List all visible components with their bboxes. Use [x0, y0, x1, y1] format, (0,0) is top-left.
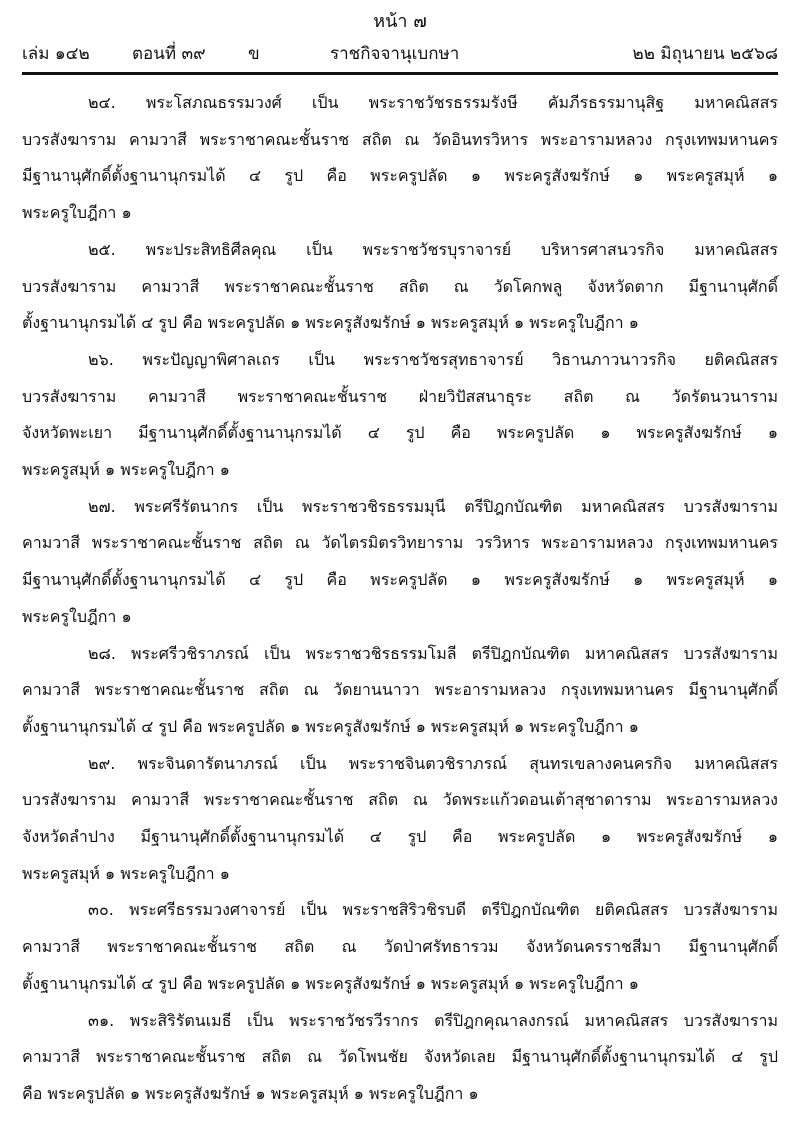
publication-title: ราชกิจจานุเบกษา	[330, 44, 460, 64]
section-number: ตอนที่ ๓๙	[132, 44, 206, 64]
text-line: มีฐานานุศักดิ์ตั้งฐานานุกรมได้ ๔ รูป คือ พระครูปลัด ๑ พระครูสังฆรักษ์ ๑ พระครูสมุห์ ๑	[22, 570, 778, 590]
text-line: คามวาสี พระราชาคณะชั้นราช สถิต ณ วัดป่าศรัทธารวม จังหวัดนครราชสีมา มีฐานานุศักดิ์	[22, 937, 778, 957]
volume: เล่ม ๑๔๒	[22, 44, 90, 64]
appointment-paragraph	[22, 85, 778, 232]
text-line: บวรสังฆาราม คามวาสี พระราชาคณะชั้นราช ฝ่ายวิปัสสนาธุระ สถิต ณ วัดรัตนวนาราม	[22, 386, 778, 406]
text-line: บวรสังฆาราม คามวาสี พระราชาคณะชั้นราช สถิต ณ วัดพระแก้วดอนเต้าสุชาดาราม พระอารามหลวง	[22, 790, 778, 810]
appointment-paragraph	[22, 636, 778, 746]
text-line: พระครูใบฎีกา ๑	[22, 203, 132, 223]
text-line: มีฐานานุศักดิ์ตั้งฐานานุกรมได้ ๔ รูป คือ พระครูปลัด ๑ พระครูสังฆรักษ์ ๑ พระครูสมุห์ ๑	[22, 166, 778, 186]
text-line: ๒๙. พระจินดารัตนาภรณ์ เป็น พระราชจินตวชิราภรณ์ สุนทรเขลางคนครกิจ มหาคณิสสร	[88, 753, 778, 773]
document-body	[22, 85, 778, 1113]
text-line: คือ พระครูปลัด ๑ พระครูสังฆรักษ์ ๑ พระครูสมุห์ ๑ พระครูใบฎีกา ๑	[22, 1083, 479, 1103]
text-line: ๓๐. พระศรีธรรมวงศาจารย์ เป็น พระราชสิริวชิรบดี ตรีปิฎกบัณฑิต ยติคณิสสร บวรสังฆาราม	[88, 900, 778, 920]
section-part: ข	[248, 44, 260, 64]
text-line: บวรสังฆาราม คามวาสี พระราชาคณะชั้นราช สถิต ณ วัดอินทรวิหาร พระอารามหลวง กรุงเทพมหานคร	[22, 129, 778, 149]
text-line: ๒๘. พระศรีวชิราภรณ์ เป็น พระราชวชิรธรรมโมลี ตรีปิฎกบัณฑิต มหาคณิสสร บวรสังฆาราม	[88, 643, 778, 663]
text-line: ๓๑. พระสิริรัตนเมธี เป็น พระราชวัชรวีรากร ตรีปิฎกคุณาลงกรณ์ มหาคณิสสร บวรสังฆาราม	[88, 1010, 778, 1030]
text-line: ๒๔. พระโสภณธรรมวงศ์ เป็น พระราชวัชรธรรมรังษี คัมภีรธรรมานุสิฐ มหาคณิสสร	[88, 93, 778, 112]
appointment-paragraph	[22, 489, 778, 636]
header-rule	[22, 72, 778, 75]
text-line: คามวาสี พระราชาคณะชั้นราช สถิต ณ วัดยานนาวา พระอารามหลวง กรุงเทพมหานคร มีฐานานุศักดิ์	[22, 680, 778, 700]
appointment-paragraph	[22, 342, 778, 489]
page-number: หน้า ๗	[373, 11, 427, 32]
text-line: ตั้งฐานานุกรมได้ ๔ รูป คือ พระครูปลัด ๑ พระครูสังฆรักษ์ ๑ พระครูสมุห์ ๑ พระครูใบฎีกา ๑	[22, 716, 639, 736]
text-line: บวรสังฆาราม คามวาสี พระราชาคณะชั้นราช สถิต ณ วัดโคกพลู จังหวัดตาก มีฐานานุศักดิ์	[22, 276, 778, 296]
appointment-paragraph	[22, 892, 778, 1002]
publication-date: ๒๒ มิถุนายน ๒๕๖๘	[632, 44, 778, 64]
text-line: พระครูใบฎีกา ๑	[22, 606, 132, 626]
text-line: พระครูสมุห์ ๑ พระครูใบฎีกา ๑	[22, 460, 230, 480]
text-line: จังหวัดพะเยา มีฐานานุศักดิ์ตั้งฐานานุกรมได้ ๔ รูป คือ พระครูปลัด ๑ พระครูสังฆรักษ์ ๑	[22, 423, 778, 443]
text-line: ตั้งฐานานุกรมได้ ๔ รูป คือ พระครูปลัด ๑ พระครูสังฆรักษ์ ๑ พระครูสมุห์ ๑ พระครูใบฎีกา ๑	[22, 313, 639, 333]
text-line: ตั้งฐานานุกรมได้ ๔ รูป คือ พระครูปลัด ๑ พระครูสังฆรักษ์ ๑ พระครูสมุห์ ๑ พระครูใบฎีกา ๑	[22, 973, 639, 993]
text-line: ๒๗. พระศรีรัตนากร เป็น พระราชวชิรธรรมมุนี ตรีปิฎกบัณฑิต มหาคณิสสร บวรสังฆาราม	[88, 496, 778, 516]
text-line: ๒๖. พระปัญญาพิศาลเถร เป็น พระราชวัชรสุทธาจารย์ วิธานภาวนาวรกิจ ยติคณิสสร	[88, 349, 778, 369]
appointment-paragraph	[22, 232, 778, 342]
text-line: ๒๕. พระประสิทธิศีลคุณ เป็น พระราชวัชรบุราจารย์ บริหารศาสนวรกิจ มหาคณิสสร	[88, 239, 778, 259]
text-line: คามวาสี พระราชาคณะชั้นราช สถิต ณ วัดโพนชัย จังหวัดเลย มีฐานานุศักดิ์ตั้งฐานานุกรมได้ ๔ รูป	[22, 1047, 778, 1067]
text-line: พระครูสมุห์ ๑ พระครูใบฎีกา ๑	[22, 863, 230, 883]
text-line: คามวาสี พระราชาคณะชั้นราช สถิต ณ วัดไตรมิตรวิทยาราม วรวิหาร พระอารามหลวง กรุงเทพมหานคร	[22, 533, 778, 553]
text-line: จังหวัดลำปาง มีฐานานุศักดิ์ตั้งฐานานุกรมได้ ๔ รูป คือ พระครูปลัด ๑ พระครูสังฆรักษ์ ๑	[22, 827, 778, 847]
appointment-paragraph	[22, 746, 778, 893]
appointment-paragraph	[22, 1003, 778, 1113]
gazette-header	[22, 40, 778, 70]
